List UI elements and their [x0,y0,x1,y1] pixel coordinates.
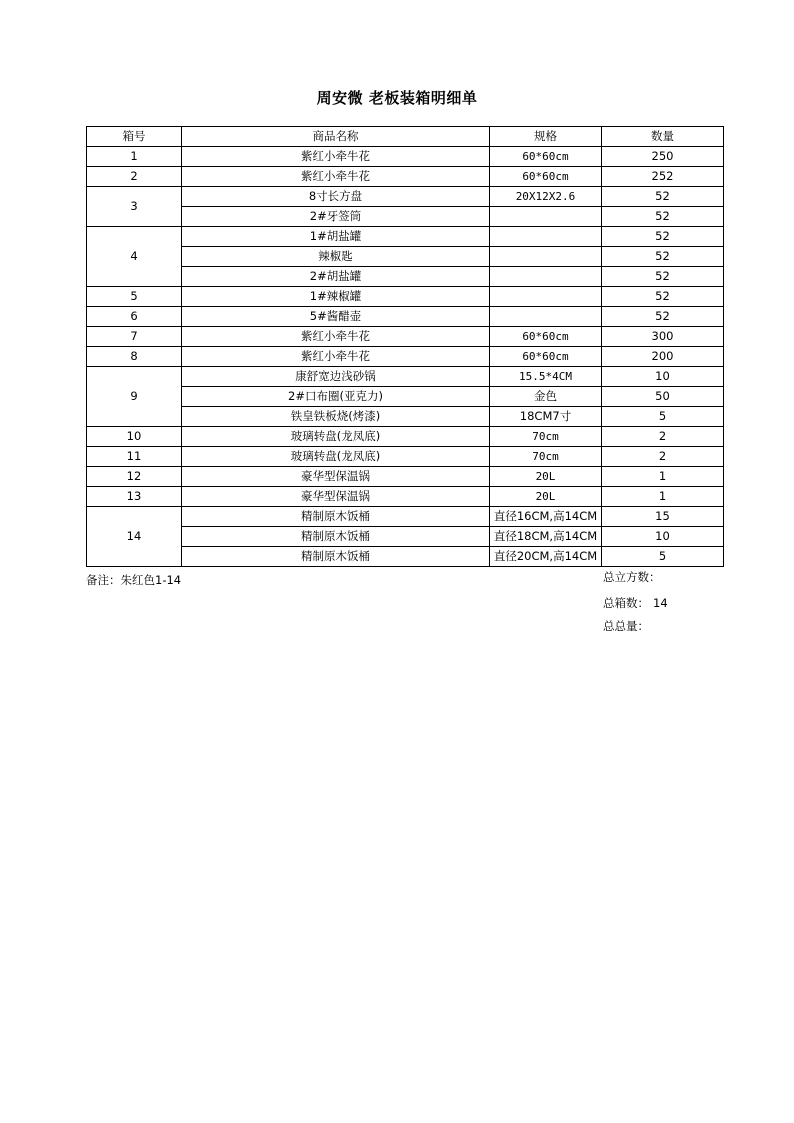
cell-box-no: 6 [87,307,182,327]
cell-product-name: 铁皇铁板烧(烤漆) [182,407,490,427]
cell-box-no: 11 [87,447,182,467]
cell-quantity: 52 [602,307,724,327]
cell-quantity: 52 [602,287,724,307]
cell-quantity: 252 [602,167,724,187]
page-title: 周安微 老板装箱明细单 [316,89,478,107]
cell-product-name: 精制原木饭桶 [182,547,490,567]
cell-spec [490,227,602,247]
packing-list-table [86,126,724,567]
cell-product-name: 1#胡盐罐 [182,227,490,247]
cell-spec: 15.5*4CM [490,367,602,387]
total-boxes-label: 总箱数： [603,596,649,610]
cell-spec: 18CM7寸 [490,407,602,427]
cell-product-name: 2#胡盐罐 [182,267,490,287]
cell-box-no: 8 [87,347,182,367]
remark-note: 备注：朱红色1-14 [86,573,182,587]
cell-box-no: 3 [87,187,182,227]
cell-quantity: 52 [602,247,724,267]
table-row [87,427,724,447]
cell-quantity: 200 [602,347,724,367]
total-volume [603,569,665,585]
table-row [87,147,724,167]
total-weight [603,618,653,634]
cell-product-name: 紫红小牵牛花 [182,147,490,167]
cell-spec [490,307,602,327]
table-row [87,387,724,407]
cell-spec [490,287,602,307]
cell-product-name: 豪华型保温锅 [182,467,490,487]
cell-product-name: 玻璃转盘(龙凤底) [182,427,490,447]
cell-quantity: 10 [602,367,724,387]
cell-product-name: 玻璃转盘(龙凤底) [182,447,490,467]
total-boxes [603,595,668,611]
cell-spec: 20L [490,487,602,507]
cell-quantity: 1 [602,487,724,507]
cell-product-name: 1#辣椒罐 [182,287,490,307]
cell-product-name: 5#酱醋壶 [182,307,490,327]
cell-spec: 70cm [490,427,602,447]
total-volume-label: 总立方数： [603,570,661,584]
cell-quantity: 52 [602,207,724,227]
cell-product-name: 精制原木饭桶 [182,527,490,547]
cell-spec: 60*60cm [490,327,602,347]
cell-quantity: 2 [602,447,724,467]
cell-product-name: 紫红小牵牛花 [182,327,490,347]
table-row [87,407,724,427]
table-header-row [87,127,724,147]
cell-quantity: 52 [602,187,724,207]
table-row [87,167,724,187]
cell-box-no: 1 [87,147,182,167]
cell-box-no: 13 [87,487,182,507]
cell-quantity: 1 [602,467,724,487]
table-row [87,487,724,507]
table-row [87,227,724,247]
cell-quantity: 300 [602,327,724,347]
cell-product-name: 紫红小牵牛花 [182,167,490,187]
cell-quantity: 15 [602,507,724,527]
cell-quantity: 5 [602,547,724,567]
cell-spec: 60*60cm [490,167,602,187]
cell-spec: 20L [490,467,602,487]
cell-spec: 直径18CM,高14CM [490,527,602,547]
cell-product-name: 豪华型保温锅 [182,487,490,507]
table-row [87,547,724,567]
cell-spec: 70cm [490,447,602,467]
header-box-no: 箱号 [87,127,182,147]
cell-quantity: 10 [602,527,724,547]
header-spec: 规格 [490,127,602,147]
cell-quantity: 250 [602,147,724,167]
cell-product-name: 精制原木饭桶 [182,507,490,527]
cell-box-no: 14 [87,507,182,567]
table-row [87,287,724,307]
cell-box-no: 9 [87,367,182,427]
table-row [87,367,724,387]
table-row [87,347,724,367]
table-body [87,147,724,567]
cell-spec [490,207,602,227]
cell-spec: 直径16CM,高14CM [490,507,602,527]
cell-box-no: 12 [87,467,182,487]
cell-spec: 金色 [490,387,602,407]
cell-box-no: 4 [87,227,182,287]
table-row [87,187,724,207]
cell-box-no: 10 [87,427,182,447]
table-row [87,507,724,527]
table-row [87,527,724,547]
cell-spec: 20X12X2.6 [490,187,602,207]
table-row [87,247,724,267]
cell-product-name: 2#牙签筒 [182,207,490,227]
table-row [87,267,724,287]
cell-product-name: 8寸长方盘 [182,187,490,207]
cell-box-no: 2 [87,167,182,187]
cell-spec: 60*60cm [490,147,602,167]
cell-product-name: 2#口布圈(亚克力) [182,387,490,407]
table-row [87,207,724,227]
table-row [87,447,724,467]
cell-product-name: 康舒宽边浅砂锅 [182,367,490,387]
cell-spec [490,247,602,267]
total-weight-label: 总总量： [603,619,649,633]
cell-spec: 直径20CM,高14CM [490,547,602,567]
cell-product-name: 紫红小牵牛花 [182,347,490,367]
table-row [87,307,724,327]
cell-quantity: 52 [602,227,724,247]
table-row [87,467,724,487]
cell-quantity: 50 [602,387,724,407]
cell-quantity: 2 [602,427,724,447]
cell-quantity: 5 [602,407,724,427]
cell-quantity: 52 [602,267,724,287]
cell-product-name: 辣椒匙 [182,247,490,267]
total-boxes-value: 14 [653,596,668,610]
cell-box-no: 5 [87,287,182,307]
header-product-name: 商品名称 [182,127,490,147]
cell-spec [490,267,602,287]
table-row [87,327,724,347]
header-quantity: 数量 [602,127,724,147]
cell-spec: 60*60cm [490,347,602,367]
cell-box-no: 7 [87,327,182,347]
